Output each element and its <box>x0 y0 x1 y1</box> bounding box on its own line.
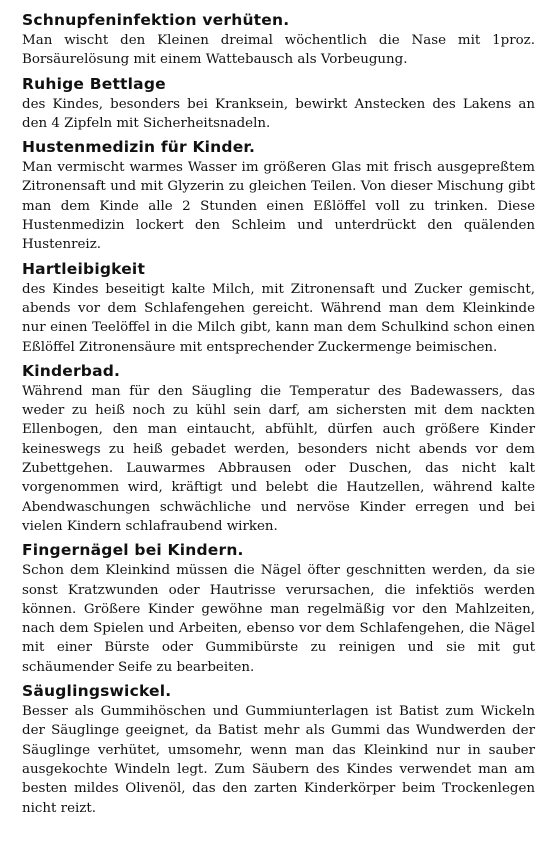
section-schnupfeninfektion <box>22 10 535 70</box>
section-hartleibigkeit <box>22 259 535 357</box>
section-heading: Hartleibigkeit <box>22 259 146 278</box>
section-heading: Fingernägel bei Kindern. <box>22 541 244 560</box>
section-text: Besser als Gummihöschen und Gummiunterlagen ist Batist zum Wickeln der Säuglinge geeignet, da Batist mehr als Gummi das Wundwerden der Säuglinge verhütet, umsomehr, wenn man das Kleinkind nur in sauber ausgekochte Windeln legt. Zum Säubern des Kindes verwendet man am besten mildes Olivenöl, das den zarten Kinderkörper beim Trockenlegen nicht reizt. <box>22 704 535 816</box>
section-saeuglingswickel <box>22 681 535 818</box>
section-text: Während man für den Säugling die Temperatur des Badewassers, das weder zu heiß noch zu kühl sein darf, am sichersten mit dem nackten Ellenbogen, den man eintaucht, abfühlt, dürfen auch größere Kinder keineswegs zu heiß gebadet werden, besonders nicht abends vor dem Zubettgehen. Lauwarmes Abbrausen oder Duschen, das nicht kalt vorgenommen wird, kräftigt und belebt die Hautzellen, während kalte Abendwaschungen schwächliche und nervöse Kinder erregen und bei vielen Kindern schlafraubend wirken. <box>22 383 535 534</box>
section-text: Schon dem Kleinkind müssen die Nägel öfter geschnitten werden, da sie sonst Kratzwunden oder Hautrisse verursachen, die infektiös werden können. Größere Kinder gewöhne man regelmäßig vor den Mahlzeiten, nach dem Spielen und Arbeiten, ebenso vor dem Schlafengehen, die Nägel mit einer Bürste oder Gummibürste zu reinigen und sie mit gut schäumender Seife zu bearbeiten. <box>22 563 535 675</box>
section-heading: Kinderbad. <box>22 361 121 380</box>
section-hustenmedizin <box>22 137 535 254</box>
section-ruhige-bettlage <box>22 74 535 134</box>
section-kinderbad <box>22 361 535 536</box>
section-text: des Kindes beseitigt kalte Milch, mit Zitronensaft und Zucker gemischt, abends vor dem Schlafengehen gereicht. Während man dem Kleinkinde nur einen Teelöffel in die Milch gibt, kann man dem Schulkind schon einen Eßlöffel Zitronensäure mit entsprechender Zuckermenge beimischen. <box>22 281 535 355</box>
section-text: des Kindes, besonders bei Kranksein, bewirkt Anstecken des Lakens an den 4 Zipfeln mit Sicherheitsnadeln. <box>22 96 535 131</box>
section-heading: Schnupfeninfektion verhüten. <box>22 11 290 29</box>
section-heading: Hustenmedizin für Kinder. <box>22 138 256 157</box>
section-heading: Säuglingswickel. <box>22 682 172 701</box>
section-text: Man wischt den Kleinen dreimal wöchentlich die Nase mit 1proz. Borsäurelösung mit einem Wattebausch als Vorbeugung. <box>22 33 535 68</box>
section-fingernaegel <box>22 540 535 677</box>
section-heading: Ruhige Bettlage <box>22 74 166 93</box>
section-text: Man vermischt warmes Wasser im größeren Glas mit frisch ausgepreßtem Zitronensaft und mit Glyzerin zu gleichen Teilen. Von dieser Mischung gibt man dem Kinde alle 2 Stunden einen Eßlöffel voll zu trinken. Diese Hustenmedizin lockert den Schleim und unterdrückt den quälenden Hustenreiz. <box>22 160 535 253</box>
